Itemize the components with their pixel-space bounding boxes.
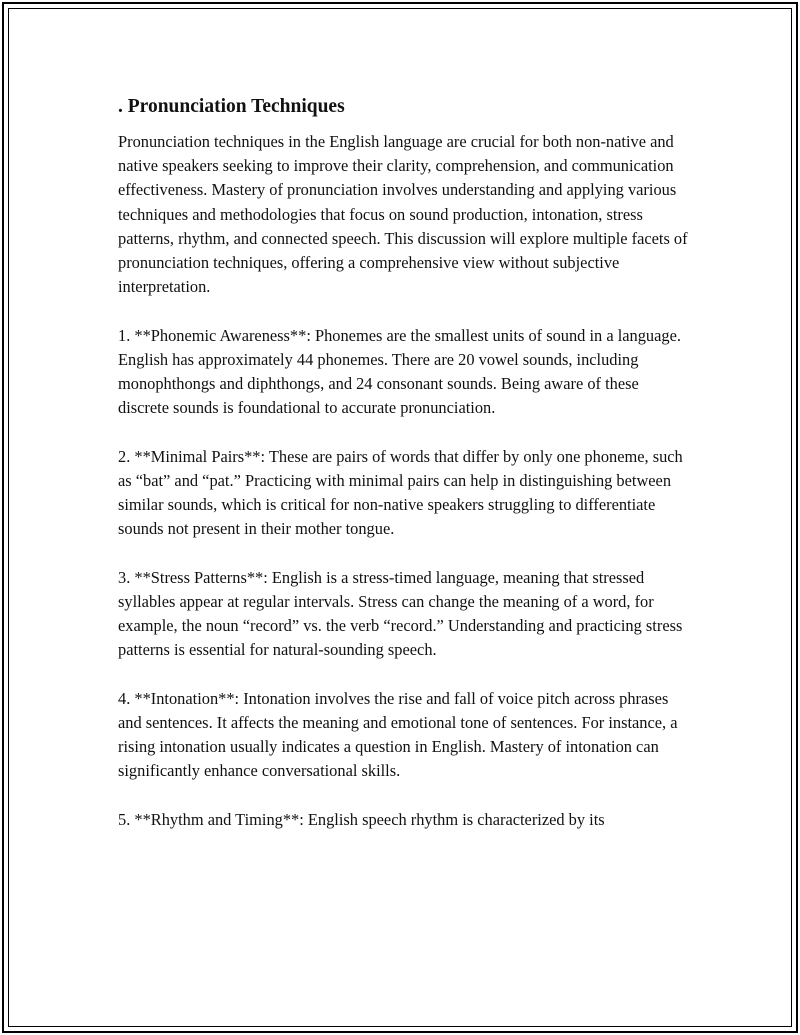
paragraph-phonemic-awareness: 1. **Phonemic Awareness**: Phonemes are the smallest units of sound in a language. English has approximately 44 phonemes. There are 20 vowel sounds, including monophthongs and diphthongs, and 24 consonant sounds. Being aware of these discrete sounds is foundational to accurate pronunciation. <box>118 325 681 418</box>
document-body <box>118 94 688 832</box>
paragraph-intonation: 4. **Intonation**: Intonation involves the rise and fall of voice pitch across phrases and sentences. It affects the meaning and emotional tone of sentences. For instance, a rising intonation usually indicates a question in English. Mastery of intonation can significantly enhance conversational skills. <box>118 688 678 781</box>
intro-paragraph: Pronunciation techniques in the English language are crucial for both non-native and native speakers seeking to improve their clarity, comprehension, and communication effectiveness. Mastery of pronunciation involves understanding and applying various techniques and methodologies that focus on sound production, intonation, stress patterns, rhythm, and connected speech. This discussion will explore multiple facets of pronunciation techniques, offering a comprehensive view without subjective interpretation. <box>118 132 688 297</box>
paragraph-rhythm-timing: 5. **Rhythm and Timing**: English speech rhythm is characterized by its <box>118 809 605 829</box>
paragraph-minimal-pairs: 2. **Minimal Pairs**: These are pairs of words that differ by only one phoneme, such as “bat” and “pat.” Practicing with minimal pairs can help in distinguishing between similar sounds, which is critical for non-native speakers struggling to differentiate sounds not present in their mother tongue. <box>118 446 683 539</box>
paragraph-stress-patterns: 3. **Stress Patterns**: English is a stress-timed language, meaning that stressed syllables appear at regular intervals. Stress can change the meaning of a word, for example, the noun “record” vs. the verb “record.” Understanding and practicing stress patterns is essential for natural-sounding speech. <box>118 567 683 660</box>
section-heading: . Pronunciation Techniques <box>118 96 345 117</box>
